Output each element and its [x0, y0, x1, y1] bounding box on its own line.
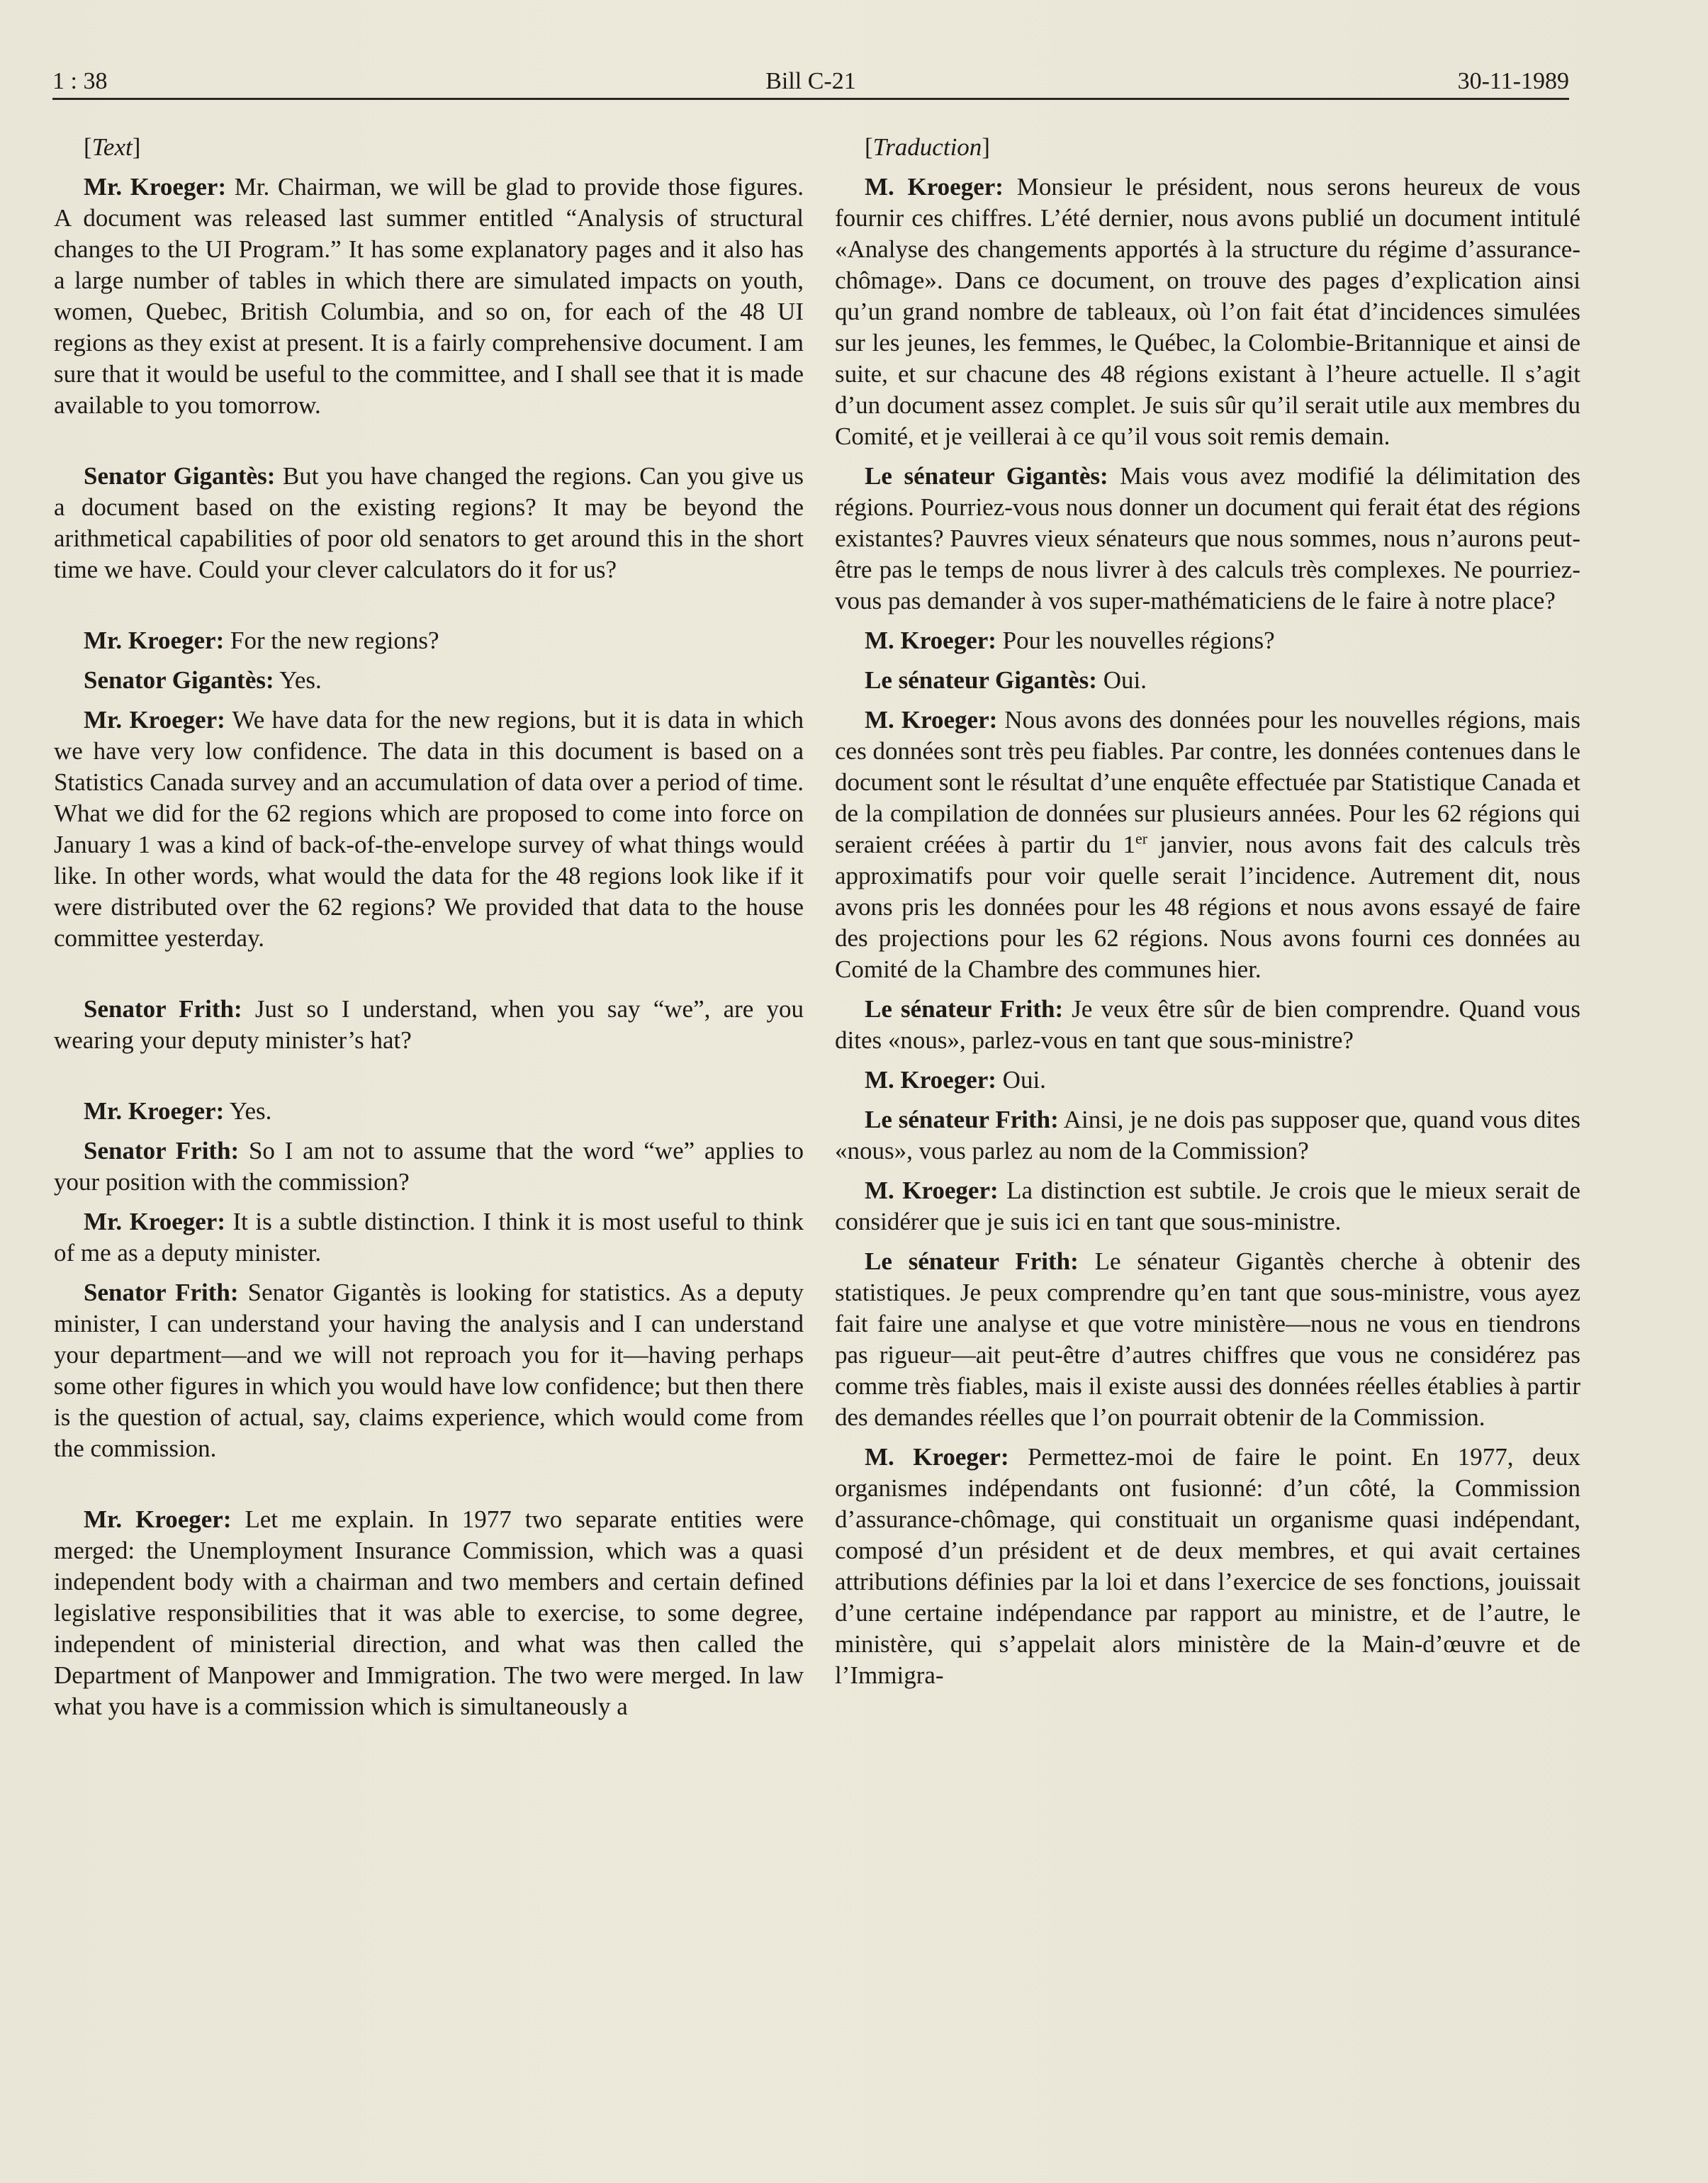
speaker: Mr. Kroeger: [84, 1208, 225, 1235]
speaker: Senator Frith: [84, 1137, 240, 1165]
paragraph: Le sénateur Gigantès: Mais vous avez modifié la délimitation des régions. Pourriez-vous nous donner un document qui ferait état des régions existantes? Pauvres vieux sénateurs que nous sommes, nous n’aurons peut-être pas le temps de nous livrer à des calculs très complexes. Ne pourriez-vous pas demander à vos super-mathématiciens de le faire à notre place? [835, 462, 1581, 615]
paragraph: Mr. Kroeger: It is a subtle distinction. I think it is most useful to think of me as a deputy minister. [54, 1208, 804, 1267]
superscript: er [1135, 829, 1148, 848]
paragraph: M. Kroeger: Permettez-moi de faire le point. En 1977, deux organismes indépendants ont fusionné: d’un côté, la Commission d’assurance-chômage, qui constituait un organisme quasi indépendant, composé d’un président et de deux membres, et qui avait certaines attributions définies par la loi et dans l’exercice de ses fonctions, jouissait d’une certaine indépendance par rapport au ministre, et de l’autre, le ministère, qui s’appelait alors ministère de la Main-d’œuvre et de l’Immigra- [835, 1443, 1581, 1689]
speaker: Senator Frith: [84, 995, 242, 1023]
paragraph: Le sénateur Gigantès: Oui. [865, 666, 1147, 694]
speaker: Mr. Kroeger: [84, 1505, 232, 1533]
paragraph: Senator Frith: So I am not to assume that the word “we” applies to your position with the commission? [54, 1137, 804, 1196]
speaker: Mr. Kroeger: [84, 627, 225, 654]
paragraph: Mr. Kroeger: Let me explain. In 1977 two separate entities were merged: the Unemployment Insurance Commission, which was a quasi independent body with a chairman and two members and certain defined legislative responsibilities that it was able to exercise, to some degree, independent of ministerial direction, and what was then called the Department of Manpower and Immigration. The two were merged. In law what you have is a commission which is simultaneously a [54, 1505, 804, 1720]
speaker: Senator Frith: [84, 1279, 239, 1306]
speaker: Le sénateur Frith: [865, 1247, 1079, 1275]
paragraph: Le sénateur Frith: Le sénateur Gigantès cherche à obtenir des statistiques. Je peux comprendre qu’en tant que sous-ministre, vous ayez fait faire une analyse et que votre ministère—nous ne vous en tiendrons pas rigueur—ait peut-être d’autres chiffres que vous ne considérez pas comme très fiables, mais il existe aussi des données réelles établies à partir des demandes réelles que l’on pourrait obtenir de la Commission. [835, 1247, 1580, 1431]
speaker: Le sénateur Frith: [865, 1106, 1059, 1133]
page-number: 1 : 38 [52, 68, 108, 94]
section-label-text: [Text] [84, 133, 141, 161]
speaker: Mr. Kroeger: [84, 706, 225, 734]
paragraph: M. Kroeger: La distinction est subtile. Je crois que le mieux serait de considérer que je suis ici en tant que sous-ministre. [835, 1177, 1580, 1235]
paragraph: Mr. Kroeger: Yes. [84, 1097, 272, 1125]
paragraph: Le sénateur Frith: Je veux être sûr de bien comprendre. Quand vous dites «nous», parlez-vous en tant que sous-ministre? [835, 995, 1580, 1054]
paragraph: Mr. Kroeger: We have data for the new regions, but it is data in which we have very low confidence. The data in this document is based on a Statistics Canada survey and an accumulation of data over a period of time. What we did for the 62 regions which are proposed to come into force on January 1 was a kind of back-of-the-envelope survey of what things would like. In other words, what would the data for the 48 regions look like if it were distributed over the 62 regions? We provided that data to the house committee yesterday. [54, 706, 804, 952]
speaker: Le sénateur Gigantès: [865, 666, 1097, 694]
paragraph: Le sénateur Frith: Ainsi, je ne dois pas supposer que, quand vous dites «nous», vous parlez au nom de la Commission? [835, 1106, 1580, 1165]
speaker: M. Kroeger: [865, 627, 996, 654]
speaker: Senator Gigantès: [84, 462, 276, 490]
speaker: Mr. Kroeger: [84, 1097, 225, 1125]
paragraph: Mr. Kroeger: For the new regions? [84, 627, 439, 654]
speaker: Senator Gigantès: [84, 666, 274, 694]
speaker: Mr. Kroeger: [84, 173, 227, 201]
speaker: M. Kroeger: [865, 1443, 1009, 1471]
paragraph: Senator Gigantès: Yes. [84, 666, 322, 694]
paragraph: Mr. Kroeger: Mr. Chairman, we will be glad to provide those figures. A document was released last summer entitled “Analysis of structural changes to the UI Program.” It has some explanatory pages and it also has a large number of tables in which there are simulated impacts on youth, women, Quebec, British Columbia, and so on, for each of the 48 UI regions as they exist at present. It is a fairly comprehensive document. I am sure that it would be useful to the committee, and I shall see that it is made available to you tomorrow. [54, 173, 804, 419]
header-rule [52, 98, 1569, 100]
paragraph: M. Kroeger: Pour les nouvelles régions? [865, 627, 1275, 654]
section-label-traduction: [Traduction] [865, 133, 990, 161]
paragraph: M. Kroeger: Nous avons des données pour les nouvelles régions, mais ces données sont très peu fiables. Par contre, les données contenues dans le document sont le résultat d’une enquête effectuée par Statistique Canada et de la compilation de données sur plusieurs années. Pour les 62 régions qui seraient créées à partir du 1er janvier, nous avons fait des calculs très approximatifs pour voir quelle serait l’incidence. Autrement dit, nous avons pris les données pour les 48 régions et nous avons essayé de faire des projections pour les 62 régions. Nous avons fourni ces données au Comité de la Chambre des communes hier. [835, 706, 1580, 983]
speaker: M. Kroeger: [865, 1177, 999, 1204]
french-column [835, 132, 1580, 1700]
paragraph: M. Kroeger: Oui. [865, 1066, 1046, 1094]
speaker: M. Kroeger: [865, 706, 998, 734]
paragraph: Senator Gigantès: But you have changed the regions. Can you give us a document based on the existing regions? It may be beyond the arithmetical capabilities of poor old senators to get around this in the short time we have. Could your clever calculators do it for us? [54, 462, 804, 583]
speaker: M. Kroeger: [865, 1066, 996, 1094]
page-header [52, 68, 1569, 96]
document-title: Bill C-21 [765, 68, 856, 94]
english-column [54, 132, 804, 1731]
paragraph: Senator Frith: Senator Gigantès is looking for statistics. As a deputy minister, I can understand your having the analysis and I can understand your department—and we will not reproach you for it—having perhaps some other figures in which you would have low confidence; but then there is the question of actual, say, claims experience, which would come from the commission. [54, 1279, 804, 1462]
speaker: M. Kroeger: [865, 173, 1004, 201]
paragraph: M. Kroeger: Monsieur le président, nous serons heureux de vous fournir ces chiffres. L’été dernier, nous avons publié un document intitulé «Analyse des changements apportés à la structure du régime d’assurance-chômage». Dans ce document, on trouve des pages d’explication ainsi qu’un grand nombre de tableaux, où l’on fait état d’incidences simulées sur les jeunes, les femmes, le Québec, la Colombie-Britannique et ainsi de suite, et sur chacune des 48 régions existant à l’heure actuelle. Il s’agit d’un document assez complet. Je suis sûr qu’il serait utile aux membres du Comité, et je veillerai à ce qu’il vous soit remis demain. [835, 173, 1581, 450]
speaker: Le sénateur Frith: [865, 995, 1064, 1023]
speaker: Le sénateur Gigantès: [865, 462, 1108, 490]
document-date: 30-11-1989 [1457, 68, 1569, 94]
paragraph: Senator Frith: Just so I understand, when you say “we”, are you wearing your deputy minister’s hat? [54, 995, 804, 1054]
